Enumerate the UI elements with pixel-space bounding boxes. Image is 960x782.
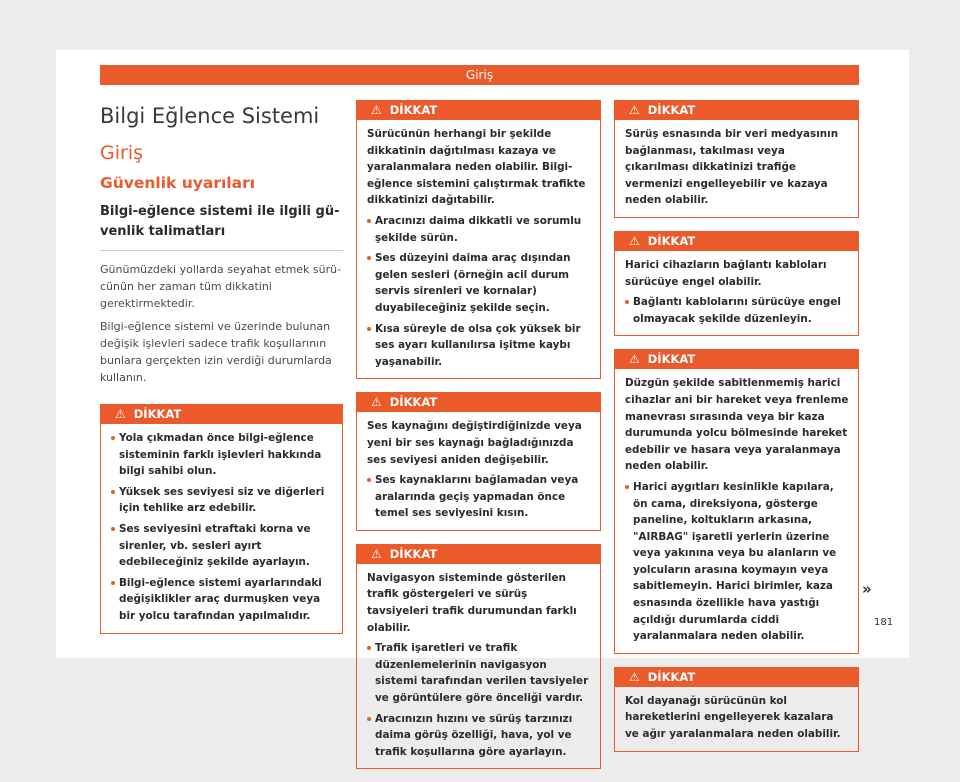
list-item: Harici aygıtları kesinlikle kapılara, ön cama, direksiyona, gösterge paneline, koltukların arkasına, "AIRBAG" işaretli yerlerin üzerine veya yakınına veya bu alanların ve yolcuların arasına koymayın veya sabitlemeyin. Harici birimler, kaza esnasında özellikle hava yastığı açıldığı durumlarda ciddi yaralanmalara neden olabilir. bbox=[625, 479, 850, 645]
list-item: Aracınızın hızını ve sürüş tarzınızı daima görüş özelliği, hava, yol ve trafik koşullarına göre ayarlayın. bbox=[367, 711, 592, 761]
warning-label: DİKKAT bbox=[389, 546, 438, 561]
column-left bbox=[100, 100, 343, 647]
warning-box bbox=[356, 100, 601, 379]
warning-label: DİKKAT bbox=[647, 669, 696, 684]
intro-paragraph-2: Bilgi-eğlence sistemi ve üzerinde bulunan değişik işlevleri sadece trafik koşullarının bunlara gerçekten izin verdiği durumlarda kullanın. bbox=[100, 320, 332, 384]
warning-triangle-icon: ⚠ bbox=[629, 669, 640, 684]
list-item: Trafik işaretleri ve trafik düzenlemelerinin navigasyon sistemi tarafından verilen tavsiyeler ve görüntülere göre önceliği vardır. bbox=[367, 640, 592, 706]
warning-box bbox=[356, 392, 601, 531]
warning-body bbox=[357, 412, 600, 530]
warning-header bbox=[615, 350, 858, 369]
warning-body bbox=[615, 120, 858, 217]
warning-list bbox=[625, 479, 850, 645]
warning-header bbox=[357, 393, 600, 412]
warning-text: Sürücünün herhangi bir şekilde dikkatinin dağıtılması kazaya ve yaralanmalara neden olabilir. Bilgi-eğlence sistemini çalıştırmak trafikte dikkatinizi dağıtabilir. bbox=[367, 128, 586, 207]
warning-header bbox=[615, 101, 858, 120]
warning-triangle-icon: ⚠ bbox=[115, 407, 126, 421]
warning-box bbox=[614, 100, 859, 218]
warning-header bbox=[357, 101, 600, 120]
warning-text: Kol dayanağı sürücünün kol hareketlerini engelleyerek kazalara ve ağır yaralanmalara neden olabilir. bbox=[625, 694, 841, 741]
list-item: Ses seviyesini etraftaki korna ve sirenler, vb. sesleri ayırt edebileceğiniz şekilde ayarlayın. bbox=[111, 521, 334, 571]
warning-body bbox=[357, 564, 600, 769]
intro-paragraph-1: Günümüzdeki yollarda seyahat etmek sürücünün her zaman tüm dikkatini gerektirmektedir. bbox=[100, 263, 342, 310]
warning-box bbox=[356, 544, 601, 770]
list-item: Kısa süreyle de olsa çok yüksek bir ses ayarı kullanılırsa işitme kaybı yaşanabilir. bbox=[367, 321, 592, 371]
warning-header bbox=[101, 405, 342, 424]
warning-box bbox=[614, 667, 859, 752]
column-middle bbox=[356, 100, 601, 782]
list-item: Bilgi-eğlence sistemi ayarlarındaki değişiklikler araç durmuşken veya bir yolcu tarafından yapılmalıdır. bbox=[111, 575, 334, 625]
warning-body bbox=[615, 687, 858, 751]
list-item: Yüksek ses seviyesi siz ve diğerleri için tehlike arz edebilir. bbox=[111, 484, 334, 517]
warning-text: Düzgün şekilde sabitlenmemiş harici cihazlar ani bir hareket veya frenleme manevrası sırasında veya bir kaza durumunda yolcu bölmesinde hareket edebilir ve hasara veya yaralanmaya neden olabilir. bbox=[625, 377, 849, 473]
warning-triangle-icon: ⚠ bbox=[371, 546, 382, 561]
list-item: Bağlantı kablolarını sürücüye engel olmayacak şekilde düzenleyin. bbox=[625, 294, 850, 327]
warning-box bbox=[100, 404, 343, 634]
page-header-bar: Giriş bbox=[100, 65, 859, 85]
warning-text: Navigasyon sisteminde gösterilen trafik göstergeleri ve sürüş tavsiyeleri trafik durumundan farklı olabilir. bbox=[367, 571, 577, 634]
warning-text: Harici cihazların bağlantı kabloları sürücüye engel olabilir. bbox=[625, 258, 827, 288]
warning-label: DİKKAT bbox=[647, 233, 696, 248]
warning-list bbox=[367, 472, 592, 522]
warning-body bbox=[615, 251, 858, 335]
warning-label: DİKKAT bbox=[133, 407, 182, 421]
list-item: Yola çıkmadan önce bilgi-eğlence sisteminin farklı işlevleri hakkında bilgi sahibi olun. bbox=[111, 430, 334, 480]
list-item: Ses düzeyini daima araç dışından gelen sesleri (örneğin acil durum servis sirenleri ve kornalar) duyabileceğiniz şekilde seçin. bbox=[367, 250, 592, 316]
warning-list bbox=[625, 294, 850, 327]
warning-label: DİKKAT bbox=[647, 103, 696, 117]
section-title: Güvenlik uyarıları bbox=[100, 174, 256, 192]
warning-box bbox=[614, 231, 859, 336]
warning-text: Sürüş esnasında bir veri medyasının bağlanması, takılması veya çıkarılması dikkatinizi trafiğe vermenizi engelleyebilir ve kazaya neden olabilir. bbox=[625, 128, 839, 207]
warning-text: Ses kaynağını değiştirdiğinizde veya yeni bir ses kaynağı bağladığınızda ses seviyesi aniden değişebilir. bbox=[367, 420, 582, 466]
warning-triangle-icon: ⚠ bbox=[629, 103, 640, 117]
page-number: 181 bbox=[874, 617, 894, 628]
warning-label: DİKKAT bbox=[647, 352, 696, 367]
column-right bbox=[614, 100, 859, 765]
warning-header bbox=[357, 545, 600, 564]
warning-triangle-icon: ⚠ bbox=[371, 103, 382, 117]
warning-label: DİKKAT bbox=[389, 395, 438, 410]
warning-list bbox=[367, 213, 592, 370]
warning-triangle-icon: ⚠ bbox=[629, 233, 640, 248]
warning-body bbox=[357, 120, 600, 378]
warning-header bbox=[615, 232, 858, 251]
warning-triangle-icon: ⚠ bbox=[371, 395, 382, 410]
subsection-title: Bilgi-eğlence sistemi ile ilgili güvenlik talimatları bbox=[100, 202, 343, 251]
main-title: Bilgi Eğlence Sistemi bbox=[100, 104, 320, 128]
chapter-title: Giriş bbox=[100, 142, 143, 164]
warning-body bbox=[101, 424, 342, 633]
warning-list bbox=[111, 430, 334, 625]
warning-box bbox=[614, 349, 859, 654]
warning-triangle-icon: ⚠ bbox=[629, 352, 640, 367]
warning-label: DİKKAT bbox=[389, 103, 438, 117]
warning-body bbox=[615, 369, 858, 653]
warning-list bbox=[367, 640, 592, 760]
continue-arrow: » bbox=[862, 580, 872, 598]
list-item: Ses kaynaklarını bağlamadan veya aralarında geçiş yapmadan önce temel ses seviyesini kısın. bbox=[367, 472, 592, 522]
list-item: Aracınızı daima dikkatli ve sorumlu şekilde sürün. bbox=[367, 213, 592, 246]
warning-header bbox=[615, 668, 858, 687]
